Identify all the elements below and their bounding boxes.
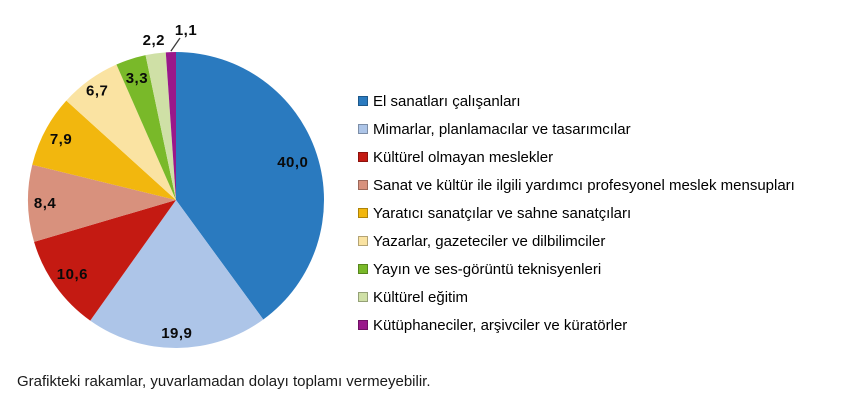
legend-swatch-icon: [358, 292, 368, 302]
footnote-text: Grafikteki rakamlar, yuvarlamadan dolayı toplamı vermeyebilir.: [17, 373, 431, 390]
legend-swatch-icon: [358, 96, 368, 106]
legend-item-label: Kültürel eğitim: [373, 288, 469, 306]
legend-item-label: Yaratıcı sanatçılar ve sahne sanatçıları: [373, 204, 632, 222]
legend-item-4: [358, 199, 795, 227]
legend-item-7: [358, 283, 795, 311]
legend-item-label: Kütüphaneciler, arşivciler ve küratörler: [373, 316, 628, 334]
legend-swatch-icon: [358, 320, 368, 330]
legend-item-8: [358, 311, 795, 339]
legend-item-label: Sanat ve kültür ile ilgili yardımcı profesyonel meslek mensupları: [373, 176, 795, 194]
legend: [358, 87, 795, 339]
legend-swatch-icon: [358, 236, 368, 246]
slice-value-label-1: 19,9: [161, 325, 193, 343]
label-leader-line: [171, 38, 180, 51]
legend-swatch-icon: [358, 208, 368, 218]
legend-swatch-icon: [358, 264, 368, 274]
slice-value-label-3: 8,4: [33, 195, 57, 213]
legend-item-0: [358, 87, 795, 115]
legend-item-2: [358, 143, 795, 171]
slice-value-label-2: 10,6: [56, 265, 89, 283]
slice-value-label-8: 1,1: [174, 22, 198, 39]
slice-value-label-5: 6,7: [86, 82, 109, 100]
legend-item-label: Mimarlar, planlamacılar ve tasarımcılar: [373, 120, 631, 138]
legend-item-label: Yayın ve ses-görüntü teknisyenleri: [373, 260, 602, 278]
legend-item-label: El sanatları çalışanları: [373, 92, 521, 110]
legend-item-label: Yazarlar, gazeteciler ve dilbilimciler: [373, 232, 606, 250]
slice-value-label-4: 7,9: [49, 130, 73, 148]
legend-swatch-icon: [358, 152, 368, 162]
slice-value-label-7: 2,2: [142, 32, 165, 50]
legend-swatch-icon: [358, 180, 368, 190]
legend-item-1: [358, 115, 795, 143]
legend-item-6: [358, 255, 795, 283]
slice-value-label-0: 40,0: [277, 153, 309, 171]
slice-value-label-6: 3,3: [125, 70, 149, 88]
legend-swatch-icon: [358, 124, 368, 134]
legend-item-label: Kültürel olmayan meslekler: [373, 148, 554, 166]
legend-item-3: [358, 171, 795, 199]
legend-item-5: [358, 227, 795, 255]
